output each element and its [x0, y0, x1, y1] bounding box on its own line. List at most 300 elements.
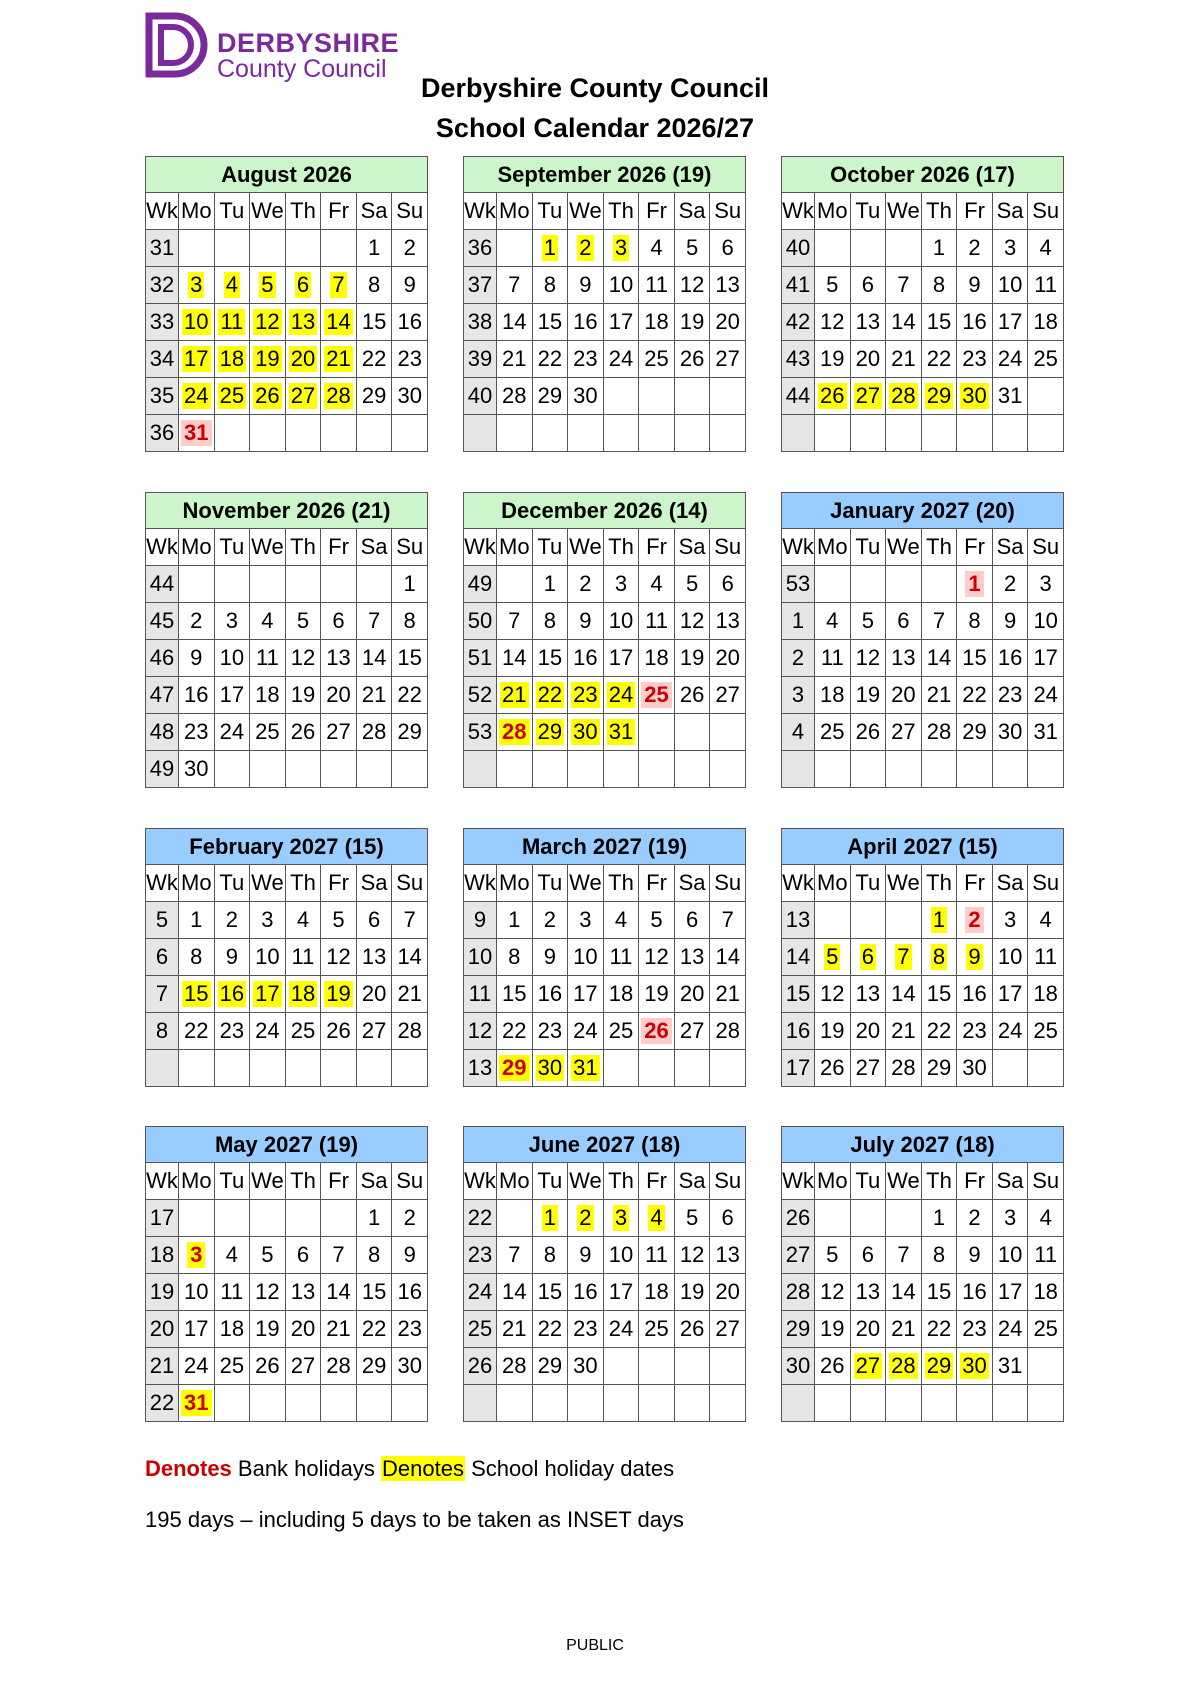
week-row	[782, 1385, 1064, 1422]
day-cell: 26	[321, 1013, 357, 1050]
week-row	[782, 1013, 1064, 1050]
day-cell: 27	[710, 341, 746, 378]
week-row	[782, 603, 1064, 640]
week-row	[464, 1237, 746, 1274]
empty-cell	[921, 751, 957, 788]
day-cell: 12	[674, 1237, 710, 1274]
day-cell: 29	[392, 714, 428, 751]
weekday-header: Sa	[992, 193, 1028, 230]
week-number	[782, 415, 815, 452]
weekday-header: Wk	[782, 865, 815, 902]
day-cell: 27	[356, 1013, 392, 1050]
school-holiday-date: 4	[225, 272, 238, 297]
empty-cell	[285, 1050, 321, 1087]
week-row	[782, 1237, 1064, 1274]
weekday-header: Su	[392, 865, 428, 902]
day-cell: 27	[710, 1311, 746, 1348]
day-cell: 22	[921, 1311, 957, 1348]
day-cell: 11	[603, 939, 639, 976]
weekday-header: Th	[603, 529, 639, 566]
month-calendar	[463, 1126, 746, 1422]
day-cell: 21	[886, 341, 922, 378]
week-row	[464, 304, 746, 341]
day-cell: 20	[850, 1013, 886, 1050]
day-cell: 23	[957, 341, 993, 378]
day-cell: 3	[992, 1200, 1028, 1237]
school-holiday-date: 27	[855, 1353, 881, 1378]
day-cell	[321, 976, 357, 1013]
week-number: 53	[464, 714, 497, 751]
day-cell: 17	[603, 640, 639, 677]
school-holiday-date: 29	[926, 383, 952, 408]
day-cell: 26	[815, 1348, 851, 1385]
week-row	[782, 939, 1064, 976]
week-row	[146, 939, 428, 976]
day-cell: 16	[179, 677, 215, 714]
day-cell: 24	[992, 1013, 1028, 1050]
day-cell: 12	[285, 640, 321, 677]
empty-cell	[285, 230, 321, 267]
empty-cell	[886, 1385, 922, 1422]
day-cell: 9	[532, 939, 568, 976]
day-cell: 10	[1028, 603, 1064, 640]
empty-cell	[850, 566, 886, 603]
school-holiday-date: 5	[261, 272, 274, 297]
day-cell	[815, 939, 851, 976]
month-title: January 2027 (20)	[782, 493, 1064, 529]
weekday-header: Su	[710, 1163, 746, 1200]
week-number: 19	[146, 1274, 179, 1311]
week-row	[146, 378, 428, 415]
empty-cell	[1028, 1385, 1064, 1422]
day-cell: 3	[992, 902, 1028, 939]
week-number: 17	[146, 1200, 179, 1237]
week-row	[782, 1200, 1064, 1237]
weekday-header: Tu	[214, 529, 250, 566]
school-holiday-date: 5	[826, 944, 839, 969]
empty-cell	[179, 566, 215, 603]
week-number: 3	[782, 677, 815, 714]
week-number: 35	[146, 378, 179, 415]
day-cell: 30	[392, 1348, 428, 1385]
week-number: 44	[146, 566, 179, 603]
day-cell: 4	[1028, 230, 1064, 267]
day-cell: 29	[532, 1348, 568, 1385]
day-cell: 20	[710, 304, 746, 341]
legend-bank-text: Bank holidays	[231, 1456, 381, 1481]
day-cell: 25	[1028, 341, 1064, 378]
bank-holiday-date: 31	[181, 1390, 211, 1416]
day-cell: 27	[321, 714, 357, 751]
day-cell	[250, 304, 286, 341]
day-cell: 18	[603, 976, 639, 1013]
week-number: 23	[464, 1237, 497, 1274]
week-row	[464, 378, 746, 415]
empty-cell	[532, 751, 568, 788]
day-cell	[250, 267, 286, 304]
day-cell: 27	[285, 1348, 321, 1385]
school-holiday-date: 21	[502, 682, 527, 707]
day-cell: 11	[639, 267, 675, 304]
empty-cell	[815, 1385, 851, 1422]
day-cell: 7	[497, 1237, 533, 1274]
day-cell	[886, 378, 922, 415]
week-number: 40	[782, 230, 815, 267]
day-cell: 20	[850, 341, 886, 378]
legend-school-marker: Denotes	[382, 1456, 464, 1481]
day-cell	[568, 230, 604, 267]
empty-cell	[674, 1348, 710, 1385]
weekday-header: We	[568, 1163, 604, 1200]
day-cell: 29	[921, 1050, 957, 1087]
week-number: 44	[782, 378, 815, 415]
empty-cell	[1028, 378, 1064, 415]
day-cell: 28	[921, 714, 957, 751]
day-cell: 2	[392, 230, 428, 267]
school-holiday-date: 14	[326, 309, 351, 334]
weekday-header: Sa	[992, 529, 1028, 566]
day-cell: 11	[1028, 267, 1064, 304]
bank-holiday-date: 25	[641, 682, 671, 708]
empty-cell	[815, 902, 851, 939]
day-cell: 23	[392, 341, 428, 378]
legend-school-text: School holiday dates	[464, 1456, 675, 1481]
day-cell: 23	[392, 1311, 428, 1348]
week-number: 39	[464, 341, 497, 378]
weekday-header: Sa	[356, 1163, 392, 1200]
day-cell: 4	[639, 230, 675, 267]
empty-cell	[850, 902, 886, 939]
day-cell: 12	[639, 939, 675, 976]
day-cell	[179, 1385, 215, 1422]
day-cell: 10	[568, 939, 604, 976]
weekday-header: Th	[921, 193, 957, 230]
weekday-header: Th	[285, 193, 321, 230]
day-cell: 14	[356, 640, 392, 677]
day-cell	[815, 378, 851, 415]
empty-cell	[1028, 751, 1064, 788]
weekday-header: Wk	[782, 529, 815, 566]
empty-cell	[285, 751, 321, 788]
week-row	[782, 1274, 1064, 1311]
weekday-header: Fr	[957, 1163, 993, 1200]
day-cell: 25	[1028, 1013, 1064, 1050]
day-cell: 15	[921, 304, 957, 341]
day-cell: 29	[356, 1348, 392, 1385]
day-cell: 9	[392, 1237, 428, 1274]
day-cell: 5	[250, 1237, 286, 1274]
empty-cell	[603, 751, 639, 788]
day-cell	[497, 714, 533, 751]
day-cell: 6	[710, 1200, 746, 1237]
empty-cell	[285, 1385, 321, 1422]
day-cell	[603, 230, 639, 267]
day-cell: 19	[850, 677, 886, 714]
day-cell: 25	[603, 1013, 639, 1050]
day-cell: 19	[674, 304, 710, 341]
day-cell: 14	[392, 939, 428, 976]
empty-cell	[674, 751, 710, 788]
day-cell: 6	[710, 566, 746, 603]
day-cell: 22	[921, 341, 957, 378]
day-cell: 18	[1028, 976, 1064, 1013]
day-cell	[886, 939, 922, 976]
day-cell: 24	[992, 341, 1028, 378]
weekday-header: Th	[921, 1163, 957, 1200]
weekday-header: Sa	[992, 1163, 1028, 1200]
school-holiday-date: 1	[932, 907, 946, 932]
day-cell: 7	[497, 267, 533, 304]
day-cell: 24	[179, 1348, 215, 1385]
week-number: 18	[146, 1237, 179, 1274]
weekday-header: Fr	[321, 865, 357, 902]
day-cell: 16	[992, 640, 1028, 677]
week-row	[782, 677, 1064, 714]
week-number: 6	[146, 939, 179, 976]
day-cell: 25	[214, 1348, 250, 1385]
weekday-header: Tu	[214, 1163, 250, 1200]
empty-cell	[321, 230, 357, 267]
empty-cell	[674, 714, 710, 751]
weekday-header: Su	[1028, 865, 1064, 902]
month-calendar	[781, 828, 1064, 1087]
day-cell	[639, 677, 675, 714]
empty-cell	[886, 1200, 922, 1237]
day-cell: 9	[957, 1237, 993, 1274]
week-number: 7	[146, 976, 179, 1013]
day-cell	[603, 1200, 639, 1237]
weekday-header: Th	[285, 529, 321, 566]
week-number: 50	[464, 603, 497, 640]
week-number: 31	[146, 230, 179, 267]
day-cell: 16	[532, 976, 568, 1013]
school-holiday-date: 20	[290, 346, 316, 371]
empty-cell	[921, 1385, 957, 1422]
day-cell: 29	[957, 714, 993, 751]
week-number: 53	[782, 566, 815, 603]
empty-cell	[1028, 1050, 1064, 1087]
school-holiday-date: 15	[184, 981, 209, 1006]
empty-cell	[392, 1050, 428, 1087]
day-cell: 3	[568, 902, 604, 939]
school-holiday-date: 18	[290, 981, 316, 1006]
weekday-header: Th	[921, 865, 957, 902]
day-cell	[285, 267, 321, 304]
day-cell: 17	[603, 1274, 639, 1311]
school-holiday-date: 21	[326, 346, 351, 371]
day-cell: 12	[674, 603, 710, 640]
weekday-header: Sa	[674, 193, 710, 230]
weekday-header: We	[250, 865, 286, 902]
week-row	[146, 1311, 428, 1348]
day-cell: 9	[992, 603, 1028, 640]
day-cell: 12	[850, 640, 886, 677]
day-cell: 4	[603, 902, 639, 939]
day-cell: 14	[497, 640, 533, 677]
empty-cell	[850, 415, 886, 452]
day-cell	[957, 939, 993, 976]
empty-cell	[250, 1050, 286, 1087]
day-cell	[532, 1200, 568, 1237]
week-row	[464, 603, 746, 640]
day-cell: 12	[321, 939, 357, 976]
day-cell: 1	[356, 1200, 392, 1237]
day-cell: 10	[603, 267, 639, 304]
day-cell: 21	[921, 677, 957, 714]
week-number: 26	[782, 1200, 815, 1237]
week-row	[464, 1385, 746, 1422]
weekday-header: Sa	[674, 529, 710, 566]
day-cell	[886, 1348, 922, 1385]
week-row	[146, 267, 428, 304]
weekday-header: Su	[710, 193, 746, 230]
day-cell: 10	[992, 1237, 1028, 1274]
day-cell	[497, 1050, 533, 1087]
weekday-header: Su	[710, 529, 746, 566]
school-holiday-date: 7	[332, 272, 345, 297]
weekday-header: Sa	[356, 529, 392, 566]
day-cell: 19	[285, 677, 321, 714]
empty-cell	[532, 1385, 568, 1422]
empty-cell	[886, 230, 922, 267]
day-cell: 22	[921, 1013, 957, 1050]
day-cell: 5	[850, 603, 886, 640]
week-number: 52	[464, 677, 497, 714]
day-cell: 21	[497, 1311, 533, 1348]
weekday-header: Fr	[321, 529, 357, 566]
day-cell: 17	[992, 304, 1028, 341]
day-cell: 8	[392, 603, 428, 640]
month-calendar	[463, 828, 746, 1087]
day-cell: 8	[497, 939, 533, 976]
week-row	[782, 714, 1064, 751]
month-title: March 2027 (19)	[464, 829, 746, 865]
weekday-header: Th	[603, 865, 639, 902]
day-cell: 31	[1028, 714, 1064, 751]
week-row	[146, 640, 428, 677]
bank-holiday-date: 28	[499, 719, 529, 745]
weekday-header: Wk	[782, 193, 815, 230]
day-cell: 26	[850, 714, 886, 751]
day-cell: 19	[674, 1274, 710, 1311]
week-number: 21	[146, 1348, 179, 1385]
weekday-header: Wk	[464, 865, 497, 902]
week-number: 43	[782, 341, 815, 378]
day-cell: 15	[356, 1274, 392, 1311]
week-number: 10	[464, 939, 497, 976]
day-cell: 14	[886, 304, 922, 341]
day-cell: 13	[674, 939, 710, 976]
day-cell: 9	[568, 603, 604, 640]
month-calendar	[463, 492, 746, 788]
empty-cell	[710, 1050, 746, 1087]
day-cell	[957, 566, 993, 603]
day-cell: 6	[356, 902, 392, 939]
day-cell	[179, 1237, 215, 1274]
school-holiday-date: 29	[537, 719, 563, 744]
day-cell: 3	[603, 566, 639, 603]
day-cell: 23	[568, 1311, 604, 1348]
day-cell: 12	[815, 976, 851, 1013]
empty-cell	[321, 1385, 357, 1422]
weekday-header: Wk	[464, 529, 497, 566]
day-cell	[179, 304, 215, 341]
bank-holiday-date: 1	[965, 571, 983, 597]
month-calendar	[781, 156, 1064, 452]
day-cell: 20	[710, 640, 746, 677]
day-cell: 18	[1028, 304, 1064, 341]
day-cell: 15	[392, 640, 428, 677]
empty-cell	[497, 566, 533, 603]
day-cell: 16	[392, 304, 428, 341]
week-row	[782, 1311, 1064, 1348]
day-cell: 17	[992, 1274, 1028, 1311]
week-number: 28	[782, 1274, 815, 1311]
day-cell: 5	[815, 1237, 851, 1274]
day-cell: 27	[886, 714, 922, 751]
week-number: 38	[464, 304, 497, 341]
day-cell	[250, 976, 286, 1013]
day-cell: 7	[497, 603, 533, 640]
day-cell: 2	[392, 1200, 428, 1237]
weekday-header: Fr	[639, 193, 675, 230]
week-number: 9	[464, 902, 497, 939]
month-calendar	[145, 1126, 428, 1422]
week-number: 4	[782, 714, 815, 751]
empty-cell	[921, 566, 957, 603]
day-cell: 26	[674, 341, 710, 378]
day-cell: 3	[250, 902, 286, 939]
week-row	[464, 677, 746, 714]
week-row	[464, 1013, 746, 1050]
week-row	[146, 751, 428, 788]
weekday-header: We	[886, 529, 922, 566]
weekday-header: Su	[710, 865, 746, 902]
weekday-header: Mo	[497, 529, 533, 566]
day-cell: 25	[1028, 1311, 1064, 1348]
empty-cell	[815, 230, 851, 267]
day-cell: 16	[568, 640, 604, 677]
day-cell: 12	[250, 1274, 286, 1311]
day-cell: 7	[321, 1237, 357, 1274]
day-cell: 2	[568, 566, 604, 603]
week-row	[146, 603, 428, 640]
week-number: 5	[146, 902, 179, 939]
empty-cell	[392, 1385, 428, 1422]
empty-cell	[815, 751, 851, 788]
day-cell: 23	[992, 677, 1028, 714]
week-number: 30	[782, 1348, 815, 1385]
weekday-header: Su	[392, 193, 428, 230]
day-cell: 8	[532, 1237, 568, 1274]
week-row	[464, 902, 746, 939]
day-cell	[957, 902, 993, 939]
day-cell: 28	[321, 1348, 357, 1385]
day-cell: 18	[214, 1311, 250, 1348]
day-cell	[850, 939, 886, 976]
day-cell: 8	[921, 1237, 957, 1274]
day-cell: 22	[392, 677, 428, 714]
day-cell: 13	[710, 267, 746, 304]
day-cell: 21	[497, 341, 533, 378]
day-cell: 22	[356, 341, 392, 378]
day-cell	[850, 378, 886, 415]
day-cell: 15	[921, 976, 957, 1013]
week-number: 1	[782, 603, 815, 640]
day-cell	[179, 378, 215, 415]
day-cell: 28	[886, 1050, 922, 1087]
day-cell: 12	[674, 267, 710, 304]
